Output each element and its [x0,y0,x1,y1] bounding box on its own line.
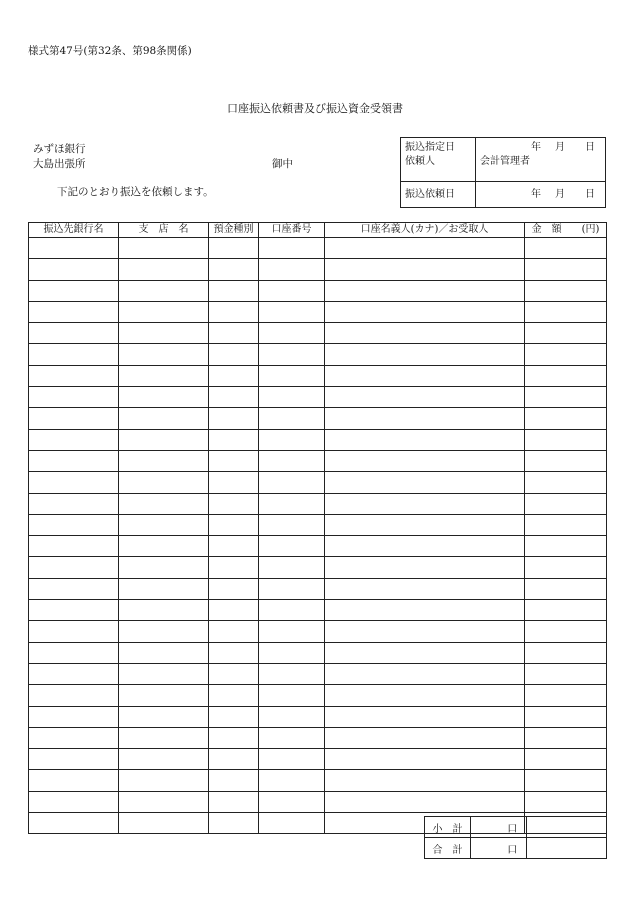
account-type-cell[interactable] [209,387,259,408]
account-type-cell[interactable] [209,536,259,557]
subtotal-count[interactable] [471,817,499,838]
bank-cell[interactable] [29,429,119,450]
amount-cell[interactable] [525,259,607,280]
account-number-cell[interactable] [259,663,325,684]
table-row [29,600,607,621]
column-header-account-type: 預金種別 [209,223,259,238]
amount-cell[interactable] [525,727,607,748]
account-holder-cell[interactable] [325,663,525,684]
account-type-cell[interactable] [209,472,259,493]
account-holder-cell[interactable] [325,238,525,259]
account-type-cell[interactable] [209,749,259,770]
account-holder-cell[interactable] [325,408,525,429]
account-type-cell[interactable] [209,578,259,599]
table-row [29,770,607,791]
table-row [29,429,607,450]
account-type-cell[interactable] [209,493,259,514]
table-row [29,365,607,386]
account-holder-cell[interactable] [325,557,525,578]
subtotal-unit: 口 [499,817,527,838]
amount-cell[interactable] [525,280,607,301]
column-header-branch: 支 店 名 [119,223,209,238]
subtotal-row [425,817,607,838]
bank-cell[interactable] [29,600,119,621]
request-date-label-text: 振込依頼日 [405,188,455,200]
request-statement: 下記のとおり振込を依頼します。 [57,186,214,198]
account-holder-cell[interactable] [325,770,525,791]
requester-value [476,155,606,181]
amount-cell[interactable] [525,493,607,514]
account-holder-cell[interactable] [325,387,525,408]
bank-cell[interactable] [29,323,119,344]
account-type-cell[interactable] [209,557,259,578]
table-row [29,727,607,748]
account-number-cell[interactable] [259,791,325,812]
account-holder-cell[interactable] [325,600,525,621]
bank-cell[interactable] [29,749,119,770]
amount-cell[interactable] [525,791,607,812]
bank-cell[interactable] [29,557,119,578]
branch-cell[interactable] [119,408,209,429]
bank-cell[interactable] [29,408,119,429]
transfer-date-value[interactable] [476,138,606,156]
branch-cell[interactable] [119,280,209,301]
table-row [29,323,607,344]
account-number-cell[interactable] [259,770,325,791]
account-number-cell[interactable] [259,557,325,578]
table-row [29,642,607,663]
account-number-cell[interactable] [259,387,325,408]
account-holder-cell[interactable] [325,642,525,663]
bank-cell[interactable] [29,536,119,557]
column-header-amount: 金 額 (円) [525,223,607,238]
account-number-cell[interactable] [259,450,325,471]
branch-cell[interactable] [119,429,209,450]
branch-cell[interactable] [119,344,209,365]
bank-cell[interactable] [29,472,119,493]
account-number-cell[interactable] [259,238,325,259]
amount-cell[interactable] [525,450,607,471]
account-type-cell[interactable] [209,727,259,748]
account-holder-cell[interactable] [325,323,525,344]
account-number-cell[interactable] [259,408,325,429]
column-header-account-number: 口座番号 [259,223,325,238]
account-holder-cell[interactable] [325,621,525,642]
amount-cell[interactable] [525,770,607,791]
bank-cell[interactable] [29,706,119,727]
account-number-cell[interactable] [259,280,325,301]
account-type-cell[interactable] [209,621,259,642]
account-holder-cell[interactable] [325,578,525,599]
account-type-cell[interactable] [209,280,259,301]
branch-cell[interactable] [119,301,209,322]
amount-cell[interactable] [525,301,607,322]
branch-cell[interactable] [119,706,209,727]
account-holder-cell[interactable] [325,749,525,770]
column-header-account-holder: 口座名義人(カナ)／お受取人 [325,223,525,238]
amount-cell[interactable] [525,621,607,642]
amount-cell[interactable] [525,238,607,259]
account-number-cell[interactable] [259,621,325,642]
account-type-cell[interactable] [209,813,259,834]
request-date-value[interactable] [476,181,606,207]
bank-cell[interactable] [29,770,119,791]
account-holder-cell[interactable] [325,301,525,322]
amount-cell[interactable] [525,749,607,770]
account-type-cell[interactable] [209,600,259,621]
bank-cell[interactable] [29,387,119,408]
request-date-label [401,181,476,207]
bank-cell[interactable] [29,344,119,365]
bank-cell[interactable] [29,578,119,599]
transfer-date-label [401,138,476,156]
amount-cell[interactable] [525,536,607,557]
table-row [29,663,607,684]
account-holder-cell[interactable] [325,259,525,280]
account-number-cell[interactable] [259,365,325,386]
day-mark: 日 [585,188,595,200]
account-type-cell[interactable] [209,259,259,280]
table-row [29,557,607,578]
branch-cell[interactable] [119,323,209,344]
account-type-cell[interactable] [209,685,259,706]
total-unit: 口 [499,838,527,859]
branch-cell[interactable] [119,472,209,493]
bank-cell[interactable] [29,365,119,386]
day-mark: 日 [585,142,595,153]
bank-cell[interactable] [29,450,119,471]
account-holder-cell[interactable] [325,514,525,535]
account-number-cell[interactable] [259,493,325,514]
amount-cell[interactable] [525,557,607,578]
amount-cell[interactable] [525,514,607,535]
branch-cell[interactable] [119,238,209,259]
account-number-cell[interactable] [259,472,325,493]
requester-value-text: 会計管理者 [480,156,530,167]
bank-cell[interactable] [29,621,119,642]
account-type-cell[interactable] [209,791,259,812]
column-header-bank: 振込先銀行名 [29,223,119,238]
account-type-cell[interactable] [209,301,259,322]
amount-cell[interactable] [525,344,607,365]
account-holder-cell[interactable] [325,727,525,748]
account-number-cell[interactable] [259,514,325,535]
account-type-cell[interactable] [209,770,259,791]
account-type-cell[interactable] [209,663,259,684]
branch-cell[interactable] [119,514,209,535]
year-mark: 年 [531,188,541,200]
bank-cell[interactable] [29,514,119,535]
branch-cell[interactable] [119,813,209,834]
table-row [29,344,607,365]
branch-cell[interactable] [119,663,209,684]
branch-cell[interactable] [119,536,209,557]
account-number-cell[interactable] [259,685,325,706]
table-row [29,408,607,429]
account-holder-cell[interactable] [325,493,525,514]
total-row [425,838,607,859]
account-number-cell[interactable] [259,813,325,834]
table-row [29,387,607,408]
amount-cell[interactable] [525,387,607,408]
bank-cell[interactable] [29,685,119,706]
totals-table [424,816,607,859]
account-number-cell[interactable] [259,727,325,748]
account-number-cell[interactable] [259,323,325,344]
table-body [29,238,607,834]
table-row [29,578,607,599]
account-number-cell[interactable] [259,536,325,557]
bank-cell[interactable] [29,791,119,812]
requester-label [401,155,476,181]
branch-cell[interactable] [119,685,209,706]
amount-cell[interactable] [525,642,607,663]
table-row [29,450,607,471]
account-number-cell[interactable] [259,344,325,365]
table-row [29,749,607,770]
amount-cell[interactable] [525,408,607,429]
form-number: 様式第47号(第32条、第98条関係) [28,45,192,57]
table-row [29,280,607,301]
bank-cell[interactable] [29,259,119,280]
transfer-date-label-text: 振込指定日 [405,142,455,153]
amount-cell[interactable] [525,663,607,684]
account-holder-cell[interactable] [325,344,525,365]
bank-cell[interactable] [29,813,119,834]
branch-cell[interactable] [119,749,209,770]
table-row [29,685,607,706]
amount-cell[interactable] [525,472,607,493]
amount-cell[interactable] [525,578,607,599]
account-holder-cell[interactable] [325,685,525,706]
month-mark: 月 [555,188,565,200]
account-type-cell[interactable] [209,514,259,535]
account-holder-cell[interactable] [325,472,525,493]
branch-cell[interactable] [119,450,209,471]
account-number-cell[interactable] [259,429,325,450]
account-type-cell[interactable] [209,408,259,429]
table-row [29,472,607,493]
year-mark: 年 [531,142,541,153]
branch-cell[interactable] [119,365,209,386]
document-title: 口座振込依頼書及び振込資金受領書 [227,102,403,115]
account-holder-cell[interactable] [325,450,525,471]
branch-cell[interactable] [119,387,209,408]
amount-cell[interactable] [525,365,607,386]
account-type-cell[interactable] [209,344,259,365]
bank-cell[interactable] [29,280,119,301]
total-count[interactable] [471,838,499,859]
table-row [29,514,607,535]
table-row [29,621,607,642]
bank-cell[interactable] [29,727,119,748]
total-amount[interactable] [527,838,607,859]
addressee-bank: みずほ銀行 [33,143,86,155]
branch-cell[interactable] [119,727,209,748]
account-type-cell[interactable] [209,429,259,450]
branch-cell[interactable] [119,621,209,642]
amount-cell[interactable] [525,429,607,450]
table-row [29,259,607,280]
addressee-branch: 大島出張所 [33,158,86,170]
bank-cell[interactable] [29,663,119,684]
account-number-cell[interactable] [259,578,325,599]
branch-cell[interactable] [119,791,209,812]
header-info-box [400,137,606,208]
amount-cell[interactable] [525,323,607,344]
account-holder-cell[interactable] [325,429,525,450]
bank-cell[interactable] [29,493,119,514]
branch-cell[interactable] [119,642,209,663]
account-holder-cell[interactable] [325,280,525,301]
subtotal-label: 小 計 [425,817,471,838]
account-number-cell[interactable] [259,301,325,322]
table-row [29,706,607,727]
subtotal-amount[interactable] [527,817,607,838]
branch-cell[interactable] [119,259,209,280]
account-type-cell[interactable] [209,365,259,386]
month-mark: 月 [555,142,565,153]
table-row [29,301,607,322]
branch-cell[interactable] [119,770,209,791]
account-type-cell[interactable] [209,642,259,663]
bank-cell[interactable] [29,642,119,663]
branch-cell[interactable] [119,600,209,621]
table-header-row [29,223,607,238]
bank-cell[interactable] [29,301,119,322]
total-label: 合 計 [425,838,471,859]
account-type-cell[interactable] [209,238,259,259]
table-row [29,536,607,557]
account-number-cell[interactable] [259,642,325,663]
amount-cell[interactable] [525,685,607,706]
amount-cell[interactable] [525,706,607,727]
table-row [29,791,607,812]
requester-label-text: 依頼人 [405,156,435,167]
account-holder-cell[interactable] [325,365,525,386]
account-number-cell[interactable] [259,600,325,621]
branch-cell[interactable] [119,578,209,599]
branch-cell[interactable] [119,493,209,514]
account-holder-cell[interactable] [325,791,525,812]
account-holder-cell[interactable] [325,536,525,557]
account-number-cell[interactable] [259,706,325,727]
branch-cell[interactable] [119,557,209,578]
amount-cell[interactable] [525,600,607,621]
table-row [29,493,607,514]
account-holder-cell[interactable] [325,706,525,727]
table-row [29,238,607,259]
account-type-cell[interactable] [209,323,259,344]
account-number-cell[interactable] [259,749,325,770]
transfer-table [28,222,607,834]
account-number-cell[interactable] [259,259,325,280]
addressee-honorific: 御中 [272,158,293,170]
account-type-cell[interactable] [209,706,259,727]
bank-cell[interactable] [29,238,119,259]
account-type-cell[interactable] [209,450,259,471]
